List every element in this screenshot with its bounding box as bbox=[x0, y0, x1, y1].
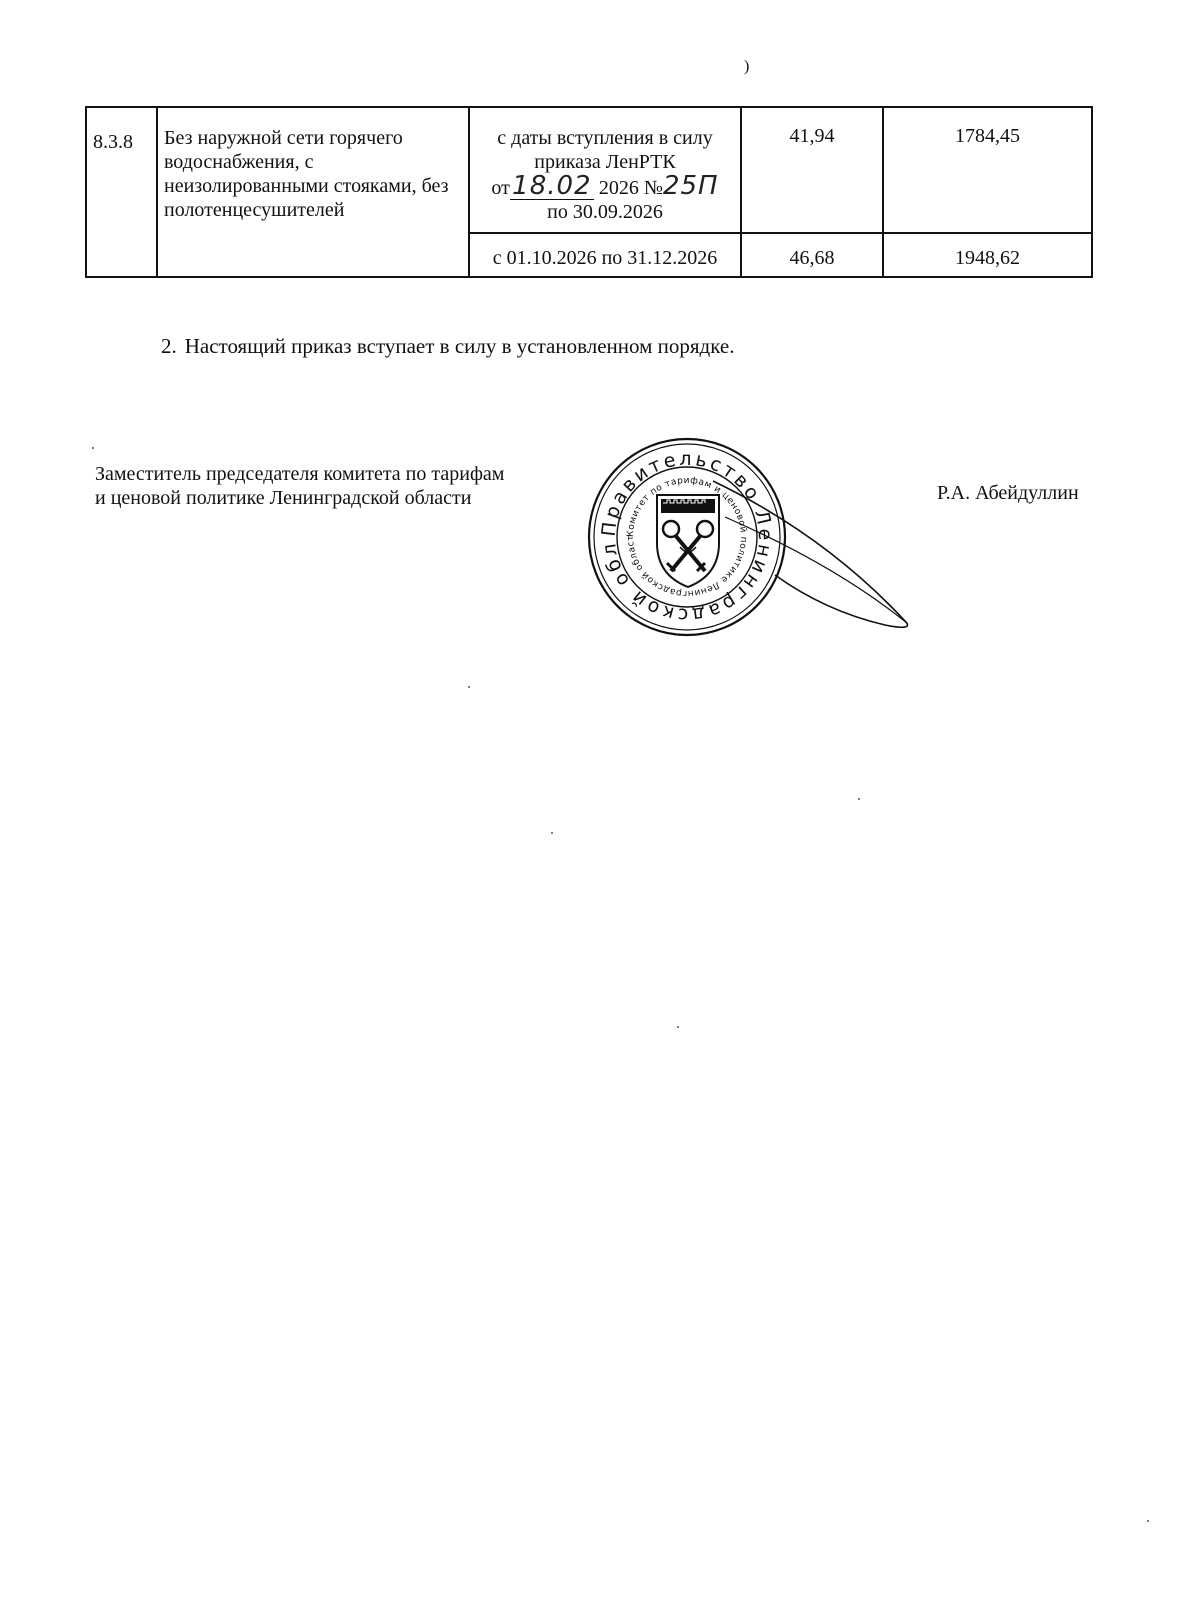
page-mark: ) bbox=[744, 58, 750, 75]
tariff-value-1: 46,68 bbox=[789, 247, 835, 269]
value-cell bbox=[741, 233, 883, 277]
tariff-table bbox=[85, 106, 1093, 278]
stamp-seal-icon bbox=[585, 425, 945, 655]
period-line: с даты вступления в силу bbox=[497, 127, 713, 149]
period-line: по 30.09.2026 bbox=[547, 201, 663, 223]
table-row bbox=[86, 107, 1092, 233]
row-description: Без наружной сети горячего водоснабжения, с неизолированными стояками, без полотенцесушителей bbox=[157, 107, 469, 277]
value-cell bbox=[883, 233, 1092, 277]
handwritten-order-number: 25П bbox=[662, 171, 719, 201]
signer-position-line: Заместитель председателя комитета по тарифам bbox=[95, 463, 505, 485]
tariff-value-2: 1948,62 bbox=[955, 247, 1020, 269]
from-prefix: от bbox=[491, 177, 510, 199]
scan-speck bbox=[468, 686, 470, 688]
clause-text: Настоящий приказ вступает в силу в установленном порядке. bbox=[184, 334, 735, 358]
handwritten-date: 18.02 bbox=[512, 171, 592, 201]
signer-position bbox=[95, 462, 595, 510]
period-line: приказа ЛенРТК bbox=[534, 151, 676, 173]
svg-text:Правительство Ленинградской об: Правительство Ленинградской обл bbox=[597, 447, 777, 627]
clause-2 bbox=[161, 334, 734, 359]
signer-position-line: и ценовой политике Ленинградской области bbox=[95, 487, 472, 509]
scan-speck bbox=[1147, 1520, 1149, 1522]
clause-number: 2. bbox=[161, 334, 177, 358]
period-line: с 01.10.2026 по 31.12.2026 bbox=[492, 247, 718, 269]
official-stamp bbox=[585, 425, 945, 655]
period-cell-1 bbox=[469, 107, 741, 233]
svg-text:Комитет по тарифам и ценовой п: Комитет по тарифам и ценовой политике Ленинградской област bbox=[625, 475, 749, 599]
scan-speck bbox=[858, 798, 860, 800]
row-number: 8.3.8 bbox=[86, 107, 157, 277]
scan-speck bbox=[551, 832, 553, 834]
period-cell-2 bbox=[469, 233, 741, 277]
order-date-line bbox=[470, 171, 740, 201]
coat-of-arms-icon bbox=[657, 495, 719, 587]
signer-name: Р.А. Абейдуллин bbox=[937, 482, 1079, 504]
value-cell bbox=[883, 107, 1092, 233]
year-text: 2026 № bbox=[598, 177, 663, 199]
value-cell bbox=[741, 107, 883, 233]
tariff-value-2: 1784,45 bbox=[955, 125, 1020, 147]
scan-speck bbox=[677, 1026, 679, 1028]
tariff-value-1: 41,94 bbox=[789, 125, 835, 147]
scan-speck bbox=[92, 447, 94, 449]
